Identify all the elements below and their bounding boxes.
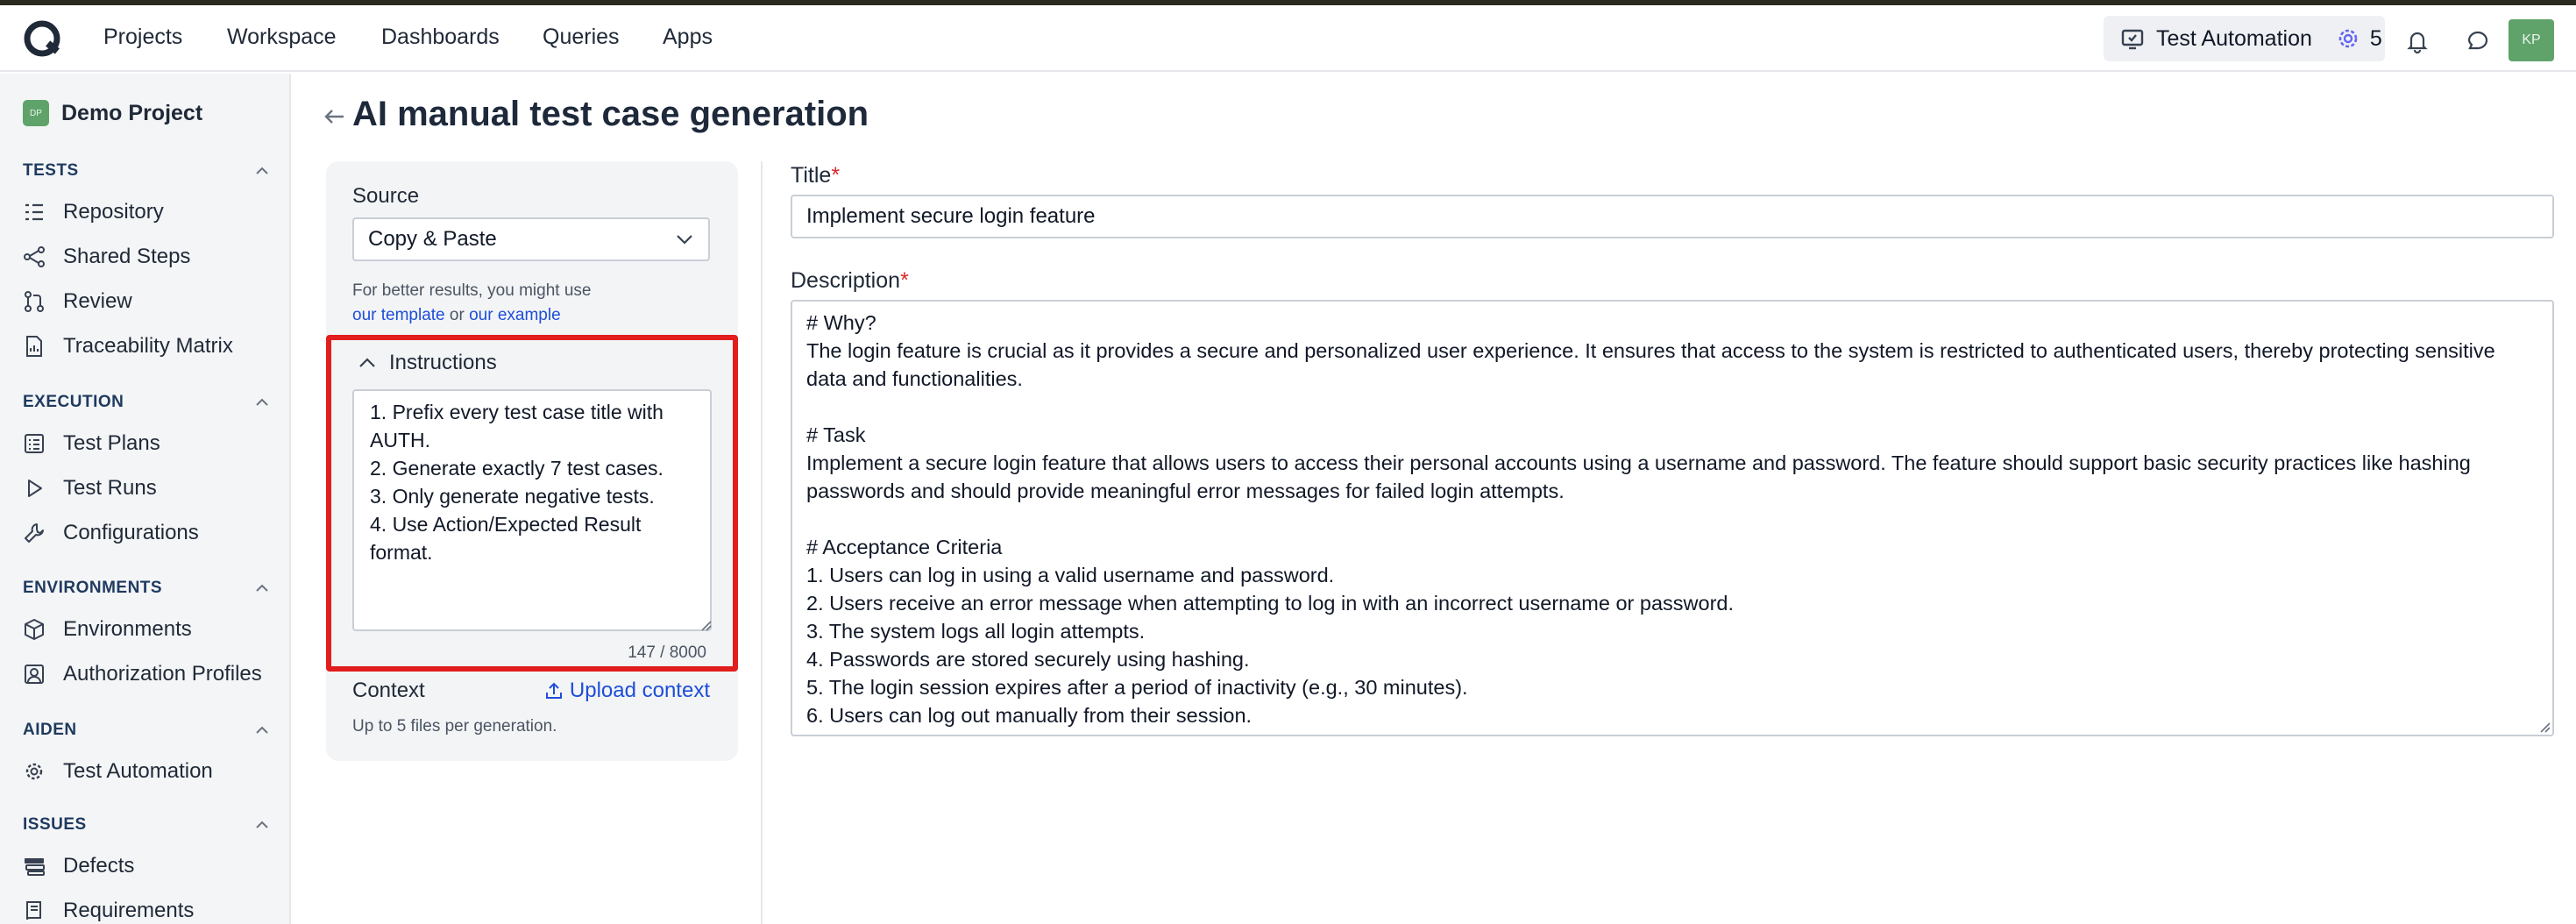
sidebar-item-label: Requirements <box>63 899 195 922</box>
sidebar-item-review[interactable] <box>23 289 132 314</box>
page-title: AI manual test case generation <box>352 95 869 133</box>
source-hint-text: For better results, you might use <box>352 281 592 300</box>
source-select[interactable] <box>352 217 710 261</box>
generation-settings-panel <box>326 161 738 761</box>
section-aiden[interactable] <box>23 721 270 740</box>
section-title: ISSUES <box>23 815 87 834</box>
automation-icon <box>2119 25 2146 52</box>
sidebar-item-shared-steps[interactable] <box>23 245 190 269</box>
source-label: Source <box>352 184 420 208</box>
upload-icon <box>543 680 564 701</box>
description-label-text: Description <box>791 268 901 293</box>
cube-icon <box>23 618 46 641</box>
nav-dashboards[interactable]: Dashboards <box>381 25 500 49</box>
sidebar-item-label: Shared Steps <box>63 245 191 268</box>
required-mark: * <box>831 163 841 188</box>
sidebar-item-test-plans[interactable] <box>23 431 160 456</box>
sidebar-item-test-runs[interactable] <box>23 476 157 501</box>
avatar[interactable]: KP <box>2509 19 2554 61</box>
panel-divider <box>761 161 763 924</box>
chevron-up-icon <box>358 353 377 373</box>
back-arrow-icon[interactable] <box>321 103 347 130</box>
title-input[interactable]: Implement secure login feature <box>791 195 2554 238</box>
section-issues[interactable] <box>23 815 270 835</box>
source-hint-or: or <box>449 306 465 324</box>
section-title: EXECUTION <box>23 393 124 411</box>
instructions-highlight-box <box>326 335 738 672</box>
instructions-toggle[interactable] <box>358 351 497 375</box>
context-label: Context <box>352 679 425 702</box>
nav-projects[interactable]: Projects <box>103 25 183 49</box>
test-automation-label: Test Automation <box>2156 25 2312 51</box>
sidebar-item-label: Repository <box>63 200 164 224</box>
play-icon <box>23 477 46 500</box>
project-switcher[interactable] <box>23 100 202 126</box>
chevron-up-icon <box>254 722 270 738</box>
user-square-icon <box>23 663 46 686</box>
cards-icon <box>23 855 46 878</box>
chat-icon[interactable] <box>2465 28 2491 54</box>
description-field-label <box>791 268 909 294</box>
list-tree-icon <box>23 201 46 224</box>
chevron-up-icon <box>254 817 270 833</box>
example-link[interactable]: our example <box>469 306 561 324</box>
sidebar <box>0 74 291 924</box>
test-automation-button[interactable] <box>2104 16 2385 61</box>
gear-icon <box>2335 25 2361 52</box>
sidebar-item-label: Test Automation <box>63 759 213 783</box>
sidebar-item-defects[interactable] <box>23 854 134 878</box>
instructions-char-counter: 147 / 8000 <box>628 643 706 662</box>
project-name: Demo Project <box>61 100 203 125</box>
nav-queries[interactable]: Queries <box>543 25 620 49</box>
sidebar-item-traceability-matrix[interactable] <box>23 334 233 359</box>
cog-icon <box>23 760 46 783</box>
sidebar-item-label: Test Runs <box>63 476 157 500</box>
sidebar-item-test-automation[interactable] <box>23 759 213 784</box>
sidebar-item-label: Test Plans <box>63 431 160 455</box>
template-link[interactable]: our template <box>352 306 445 324</box>
resize-handle-icon[interactable] <box>698 617 712 631</box>
qase-logo-icon[interactable] <box>21 18 65 61</box>
source-hint <box>352 279 591 328</box>
automation-count: 5 <box>2369 25 2382 51</box>
sidebar-item-label: Authorization Profiles <box>63 662 262 686</box>
chevron-up-icon <box>254 163 270 179</box>
section-title: TESTS <box>23 161 79 180</box>
section-title: ENVIRONMENTS <box>23 579 163 597</box>
list-icon <box>23 432 46 455</box>
section-execution[interactable] <box>23 393 270 412</box>
sidebar-item-repository[interactable] <box>23 200 164 224</box>
sidebar-item-label: Configurations <box>63 521 199 544</box>
nav-workspace[interactable]: Workspace <box>227 25 337 49</box>
nav-apps[interactable]: Apps <box>663 25 713 49</box>
section-tests[interactable] <box>23 161 270 181</box>
sidebar-item-label: Defects <box>63 854 135 878</box>
chevron-down-icon <box>675 230 694 249</box>
chevron-up-icon <box>254 394 270 410</box>
context-hint: Up to 5 files per generation. <box>352 717 557 736</box>
top-navigation-bar <box>0 5 2576 72</box>
instructions-textarea[interactable]: 1. Prefix every test case title with AUTH. 2. Generate exactly 7 test cases. 3. Only generate negative tests. 4. Use Action/Expected Result format. <box>352 389 712 631</box>
upload-context-label: Upload context <box>569 679 710 702</box>
source-selected-value: Copy & Paste <box>368 227 497 251</box>
upload-context-button[interactable] <box>543 679 710 703</box>
share-nodes-icon <box>23 245 46 268</box>
description-textarea[interactable]: # Why? The login feature is crucial as it provides a secure and personalized user experience. It ensures that access to the system is restricted to authenticated users, thereby protecting sensitive data and functionalities. # Task Implement a secure login feature that allows users to access their personal accounts using a username and password. The feature should support basic security practices like hashing passwords and should provide meaningful error messages for failed login attempts. # Acceptance Criteria 1. Users can log in using a valid username and password. 2. Users receive an error message when attempting to log in with an incorrect username or password. 3. The system logs all login attempts. 4. Passwords are stored securely using hashing. 5. The login session expires after a period of inactivity (e.g., 30 minutes). 6. Users can log out manually from their session. <box>791 300 2554 736</box>
chevron-up-icon <box>254 580 270 596</box>
sidebar-item-requirements[interactable] <box>23 899 194 923</box>
sidebar-item-environments[interactable] <box>23 617 192 642</box>
required-mark: * <box>900 268 909 293</box>
title-field-label <box>791 163 840 188</box>
wrench-icon <box>23 522 46 544</box>
title-label-text: Title <box>791 163 832 188</box>
sidebar-item-label: Traceability Matrix <box>63 334 233 358</box>
sidebar-item-label: Environments <box>63 617 192 641</box>
sidebar-item-authorization-profiles[interactable] <box>23 662 262 686</box>
bell-icon[interactable] <box>2404 28 2431 54</box>
section-environments[interactable] <box>23 579 270 598</box>
sidebar-item-configurations[interactable] <box>23 521 199 545</box>
book-icon <box>23 899 46 922</box>
resize-handle-icon[interactable] <box>2537 719 2551 733</box>
sidebar-item-label: Review <box>63 289 132 313</box>
document-chart-icon <box>23 335 46 358</box>
project-badge: DP <box>23 100 49 126</box>
git-pull-request-icon <box>23 290 46 313</box>
instructions-label: Instructions <box>389 351 497 374</box>
section-title: AIDEN <box>23 721 77 739</box>
